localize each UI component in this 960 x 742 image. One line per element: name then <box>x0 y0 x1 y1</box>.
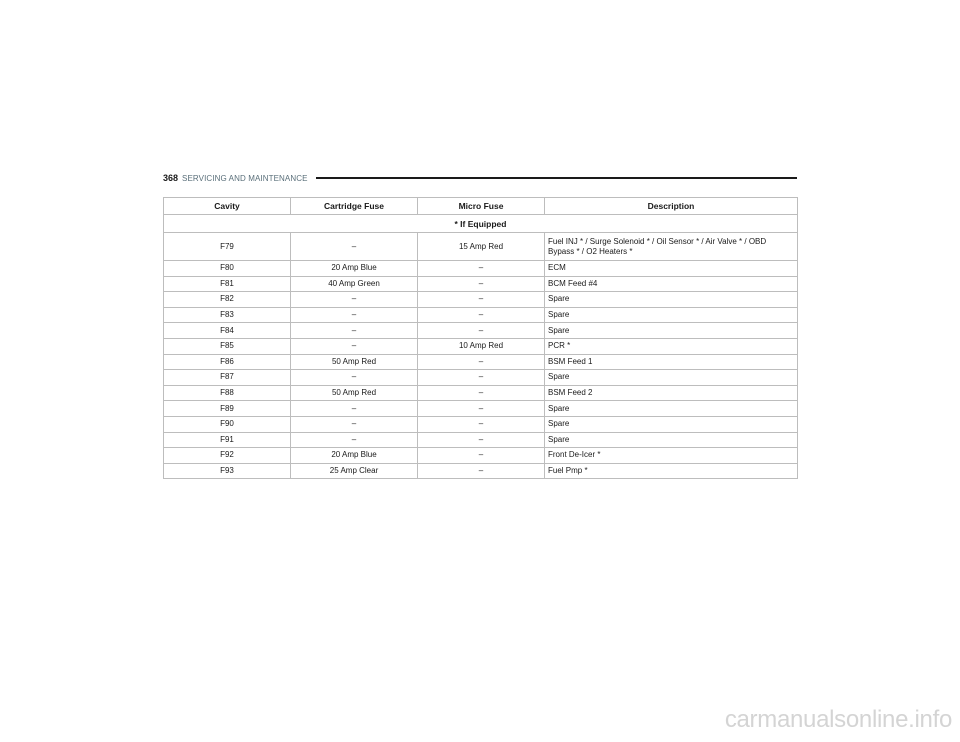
micro-fuse-cell: 15 Amp Red <box>418 233 545 261</box>
table-row <box>164 292 798 308</box>
cavity-cell: F80 <box>164 261 291 277</box>
cartridge-fuse-cell: – <box>291 416 418 432</box>
description-cell: Spare <box>545 432 798 448</box>
cavity-cell: F83 <box>164 307 291 323</box>
cavity-cell: F88 <box>164 385 291 401</box>
fuse-table <box>163 197 798 479</box>
micro-fuse-cell: – <box>418 416 545 432</box>
description-cell: Spare <box>545 401 798 417</box>
cartridge-fuse-cell: – <box>291 370 418 386</box>
header-rule <box>316 177 797 179</box>
description-cell: BSM Feed 1 <box>545 354 798 370</box>
table-row <box>164 432 798 448</box>
description-cell: BSM Feed 2 <box>545 385 798 401</box>
description-cell: Spare <box>545 323 798 339</box>
description-cell: Spare <box>545 416 798 432</box>
cartridge-fuse-cell: 20 Amp Blue <box>291 261 418 277</box>
cavity-cell: F90 <box>164 416 291 432</box>
description-cell: Fuel INJ * / Surge Solenoid * / Oil Sensor * / Air Valve * / OBD Bypass * / O2 Heaters * <box>545 233 798 261</box>
cartridge-fuse-cell: 50 Amp Red <box>291 385 418 401</box>
table-row <box>164 448 798 464</box>
cartridge-fuse-cell: – <box>291 233 418 261</box>
if-equipped-row <box>164 215 798 233</box>
micro-fuse-cell: – <box>418 261 545 277</box>
table-row <box>164 385 798 401</box>
table-row <box>164 307 798 323</box>
micro-fuse-cell: – <box>418 307 545 323</box>
cavity-cell: F87 <box>164 370 291 386</box>
table-row <box>164 276 798 292</box>
table-row <box>164 463 798 479</box>
section-title: SERVICING AND MAINTENANCE <box>182 173 308 183</box>
cavity-cell: F81 <box>164 276 291 292</box>
cavity-cell: F92 <box>164 448 291 464</box>
micro-fuse-cell: 10 Amp Red <box>418 338 545 354</box>
column-header-cartridge-fuse: Cartridge Fuse <box>291 198 418 215</box>
cartridge-fuse-cell: 50 Amp Red <box>291 354 418 370</box>
cavity-cell: F86 <box>164 354 291 370</box>
cartridge-fuse-cell: 40 Amp Green <box>291 276 418 292</box>
description-cell: Spare <box>545 307 798 323</box>
micro-fuse-cell: – <box>418 432 545 448</box>
cavity-cell: F82 <box>164 292 291 308</box>
table-row <box>164 233 798 261</box>
micro-fuse-cell: – <box>418 292 545 308</box>
cavity-cell: F79 <box>164 233 291 261</box>
cartridge-fuse-cell: – <box>291 323 418 339</box>
micro-fuse-cell: – <box>418 448 545 464</box>
micro-fuse-cell: – <box>418 370 545 386</box>
cartridge-fuse-cell: – <box>291 292 418 308</box>
column-header-cavity: Cavity <box>164 198 291 215</box>
cavity-cell: F85 <box>164 338 291 354</box>
description-cell: PCR * <box>545 338 798 354</box>
cavity-cell: F93 <box>164 463 291 479</box>
if-equipped-note: * If Equipped <box>164 215 798 233</box>
cavity-cell: F91 <box>164 432 291 448</box>
cartridge-fuse-cell: 20 Amp Blue <box>291 448 418 464</box>
table-header-row <box>164 198 798 215</box>
micro-fuse-cell: – <box>418 385 545 401</box>
micro-fuse-cell: – <box>418 276 545 292</box>
column-header-description: Description <box>545 198 798 215</box>
cartridge-fuse-cell: – <box>291 338 418 354</box>
table-row <box>164 416 798 432</box>
description-cell: ECM <box>545 261 798 277</box>
column-header-micro-fuse: Micro Fuse <box>418 198 545 215</box>
micro-fuse-cell: – <box>418 354 545 370</box>
table-row <box>164 338 798 354</box>
table-row <box>164 370 798 386</box>
description-cell: BCM Feed #4 <box>545 276 798 292</box>
micro-fuse-cell: – <box>418 463 545 479</box>
table-row <box>164 401 798 417</box>
table-row <box>164 354 798 370</box>
table-row <box>164 323 798 339</box>
cavity-cell: F84 <box>164 323 291 339</box>
cartridge-fuse-cell: 25 Amp Clear <box>291 463 418 479</box>
watermark: carmanualsonline.info <box>724 706 952 733</box>
description-cell: Fuel Pmp * <box>545 463 798 479</box>
description-cell: Spare <box>545 292 798 308</box>
table-row <box>164 261 798 277</box>
cartridge-fuse-cell: – <box>291 432 418 448</box>
micro-fuse-cell: – <box>418 401 545 417</box>
cartridge-fuse-cell: – <box>291 401 418 417</box>
page-header <box>163 171 797 185</box>
description-cell: Front De-Icer * <box>545 448 798 464</box>
micro-fuse-cell: – <box>418 323 545 339</box>
cartridge-fuse-cell: – <box>291 307 418 323</box>
page-number: 368 <box>163 173 179 183</box>
description-cell: Spare <box>545 370 798 386</box>
cavity-cell: F89 <box>164 401 291 417</box>
